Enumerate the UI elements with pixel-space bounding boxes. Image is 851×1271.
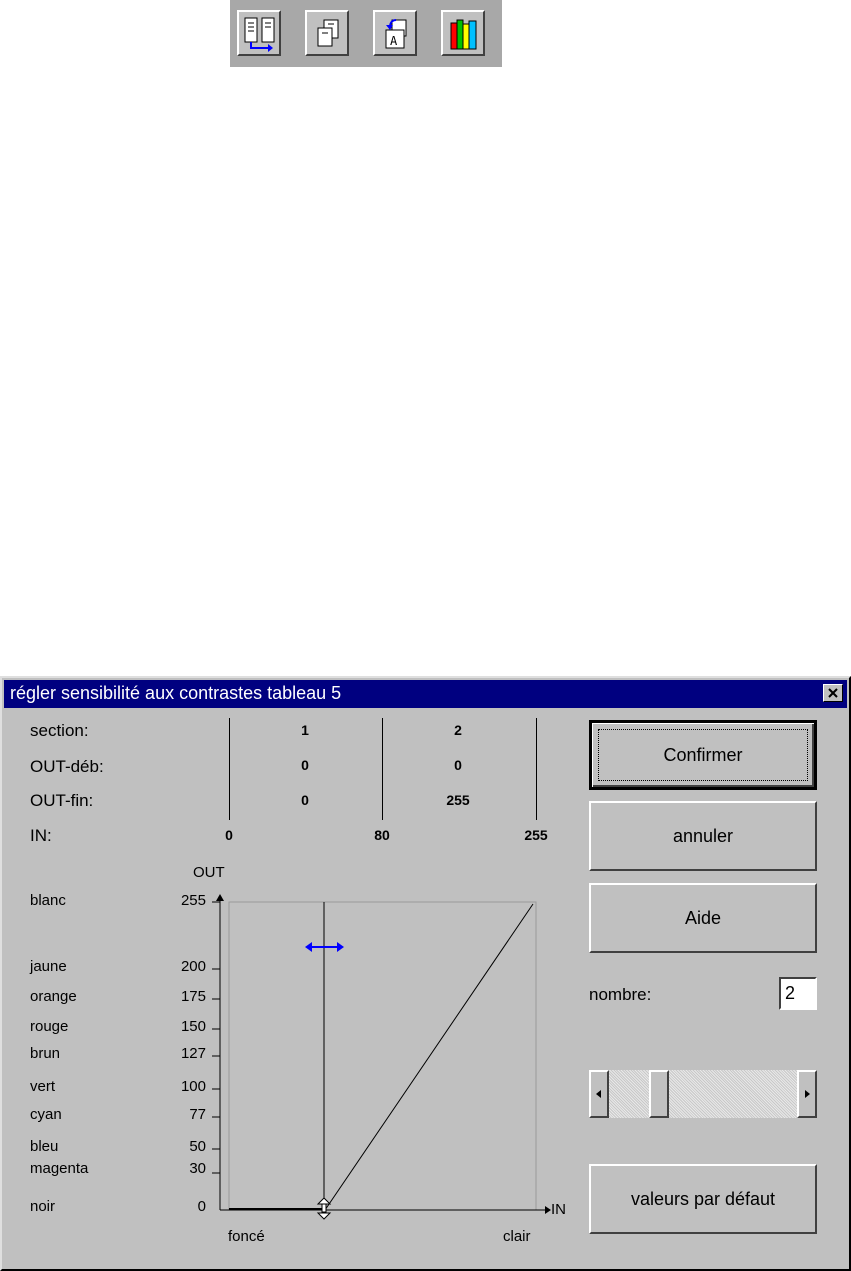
scale-name: rouge xyxy=(30,1018,69,1035)
confirm-button[interactable] xyxy=(589,720,817,790)
scale-name: magenta xyxy=(30,1160,89,1177)
y-ticks xyxy=(212,902,220,1173)
scale-name: bleu xyxy=(30,1138,59,1155)
y-axis-label: OUT xyxy=(193,864,225,881)
cancel-button[interactable] xyxy=(589,801,817,871)
section-out-fin: 0 xyxy=(301,792,309,808)
label-section: section: xyxy=(30,721,89,740)
scale-name: cyan xyxy=(30,1106,62,1123)
count-input[interactable]: 2 xyxy=(779,977,817,1010)
section-number: 1 xyxy=(301,722,309,738)
scale-name: jaune xyxy=(30,958,67,975)
scroll-thumb[interactable] xyxy=(649,1070,669,1118)
label-in: IN: xyxy=(30,826,52,845)
defaults-button[interactable] xyxy=(589,1164,817,1234)
scale-value: 150 xyxy=(180,1018,206,1035)
scale-value: 255 xyxy=(180,892,206,909)
scale-value: 200 xyxy=(180,958,206,975)
cancel-button-label: annuler xyxy=(672,825,734,846)
defaults-button-label: valeurs par défaut xyxy=(630,1188,776,1209)
in-break: 0 xyxy=(225,827,233,843)
in-break: 80 xyxy=(374,827,390,843)
scale-value: 127 xyxy=(180,1045,206,1062)
dialog-title: régler sensibilité aux contrastes tableau 5 xyxy=(10,683,342,703)
help-button[interactable] xyxy=(589,883,817,953)
scale-value: 100 xyxy=(180,1078,206,1095)
arrow-right-icon xyxy=(799,1072,815,1116)
section-number: 2 xyxy=(454,722,462,738)
transfer-curve xyxy=(229,904,533,1210)
help-button-label: Aide xyxy=(684,907,722,928)
section-out-deb: 0 xyxy=(301,757,309,773)
scale-name: orange xyxy=(30,988,77,1005)
scale-value: 50 xyxy=(189,1138,206,1155)
label-out-deb: OUT-déb: xyxy=(30,757,104,776)
scale-value: 175 xyxy=(180,988,206,1005)
arrow-left-icon xyxy=(591,1072,607,1116)
scale-value: 30 xyxy=(189,1160,206,1177)
scale-value: 0 xyxy=(197,1198,206,1215)
scroll-right-button[interactable] xyxy=(797,1070,817,1118)
in-break: 255 xyxy=(524,827,548,843)
x-axis-label: IN xyxy=(551,1201,566,1218)
scale-name: vert xyxy=(30,1078,56,1095)
scale-name: noir xyxy=(30,1198,56,1215)
x-label-light: clair xyxy=(503,1228,531,1245)
count-scrollbar[interactable] xyxy=(589,1070,817,1118)
section-out-deb: 0 xyxy=(454,757,462,773)
confirm-button-label: Confirmer xyxy=(663,744,743,765)
scale-value: 77 xyxy=(189,1106,206,1123)
plot-frame xyxy=(229,902,536,1210)
y-axis-arrow xyxy=(216,894,224,901)
x-label-dark: foncé xyxy=(228,1228,265,1245)
scroll-left-button[interactable] xyxy=(589,1070,609,1118)
label-out-fin: OUT-fin: xyxy=(30,791,94,810)
scale-name: brun xyxy=(30,1045,61,1062)
section-out-fin: 255 xyxy=(446,792,470,808)
x-axis-arrow xyxy=(545,1206,551,1214)
svg-text:A: A xyxy=(390,34,398,48)
scale-name: blanc xyxy=(30,892,66,909)
count-label: nombre: xyxy=(589,985,652,1004)
